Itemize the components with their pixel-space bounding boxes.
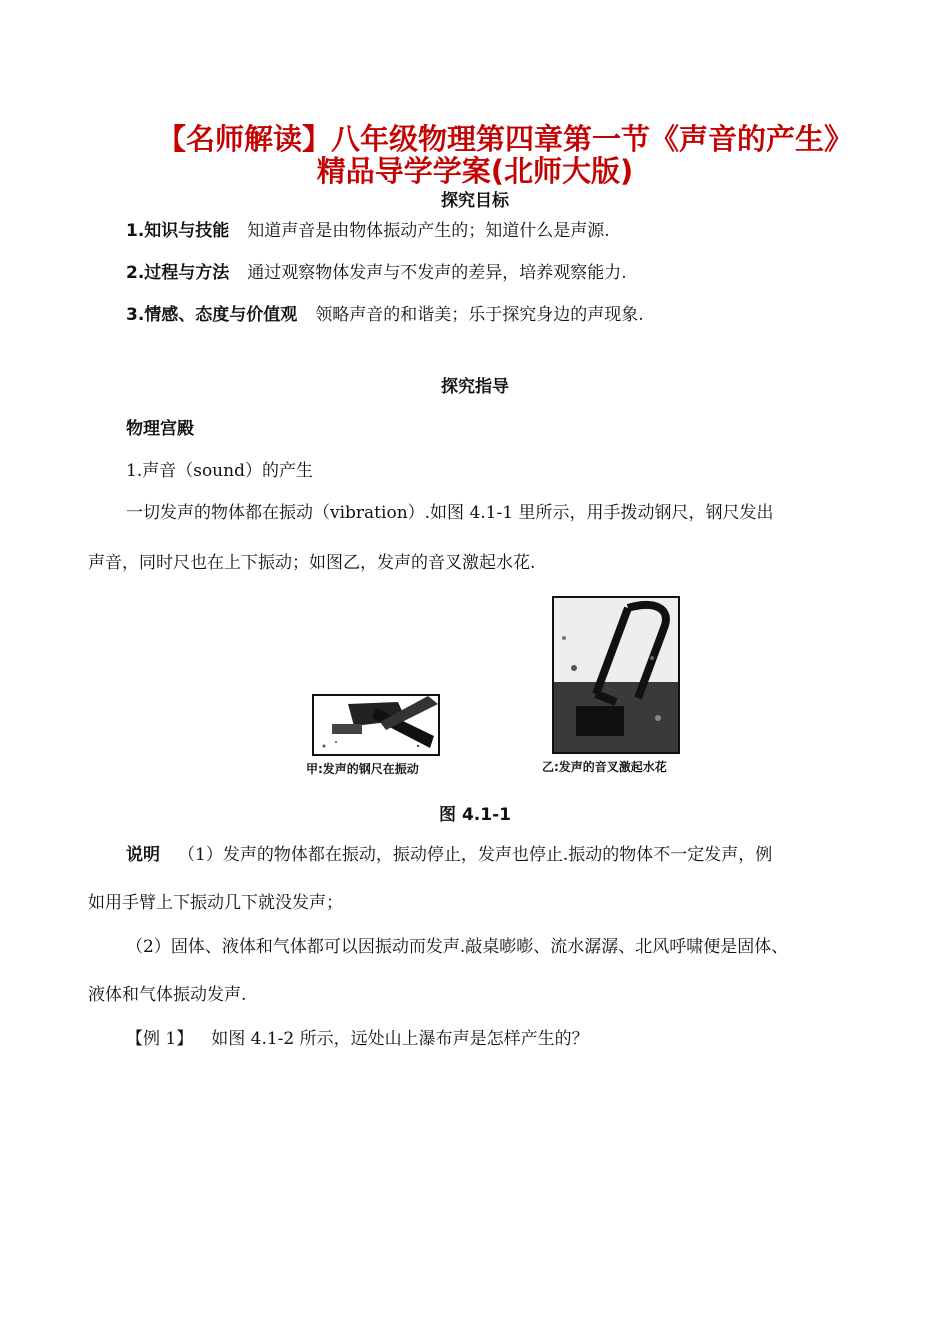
figure-caption-a: 甲:发声的钢尺在振动 bbox=[306, 762, 419, 776]
objective-label: 2.过程与方法 bbox=[126, 263, 230, 283]
ruler-illustration bbox=[314, 696, 438, 754]
objective-text: 领略声音的和谐美；乐于探究身边的声现象. bbox=[315, 305, 644, 325]
objective-text: 通过观察物体发声与不发声的差异，培养观察能力. bbox=[247, 263, 627, 283]
paragraph-line: 一切发声的物体都在振动（vibration）.如图 4.1-1 里所示，用手拨动钢尺，钢尺发出 bbox=[126, 503, 774, 523]
example-1 bbox=[126, 1024, 589, 1049]
example-label: 【例 1】 bbox=[126, 1029, 194, 1049]
objective-label: 1.知识与技能 bbox=[126, 221, 230, 241]
objective-item-2 bbox=[126, 258, 627, 283]
note-text: （1）发声的物体都在振动，振动停止，发声也停止.振动的物体不一定发声，例 bbox=[178, 845, 773, 865]
paragraph-line: 声音，同时尺也在上下振动；如图乙，发声的音叉激起水花. bbox=[88, 553, 536, 573]
example-text: 如图 4.1-2 所示，远处山上瀑布声是怎样产生的？ bbox=[211, 1029, 589, 1049]
figure-caption-b: 乙:发声的音叉激起水花 bbox=[542, 760, 667, 774]
objective-text: 知道声音是由物体振动产生的；知道什么是声源. bbox=[247, 221, 610, 241]
tuning-fork-illustration bbox=[554, 598, 678, 752]
figure-title: 图 4.1-1 bbox=[439, 805, 511, 825]
guide-heading: 探究指导 bbox=[441, 377, 509, 397]
note-line-2: 如用手臂上下振动几下就没发声； bbox=[88, 893, 343, 913]
note-line-1 bbox=[126, 840, 772, 865]
objective-item-1 bbox=[126, 216, 610, 241]
objective-item-3 bbox=[126, 300, 644, 325]
document-title-line2: 精品导学学案(北师大版) bbox=[316, 154, 634, 188]
figure-tuning-fork-image bbox=[552, 596, 680, 754]
note-label: 说明 bbox=[126, 845, 160, 865]
objectives-heading: 探究目标 bbox=[441, 191, 509, 211]
note-line-4: 液体和气体振动发声. bbox=[88, 985, 247, 1005]
objective-label: 3.情感、态度与价值观 bbox=[126, 305, 298, 325]
subsection-title: 1.声音（sound）的产生 bbox=[126, 461, 313, 481]
figure-ruler-image bbox=[312, 694, 440, 756]
section-heading: 物理宫殿 bbox=[126, 419, 194, 439]
note-line-3: （2）固体、液体和气体都可以因振动而发声.敲桌嘭嘭、流水潺潺、北风呼啸便是固体、 bbox=[126, 937, 789, 957]
document-title-line1: 【名师解读】八年级物理第四章第一节《声音的产生》 bbox=[156, 122, 853, 156]
